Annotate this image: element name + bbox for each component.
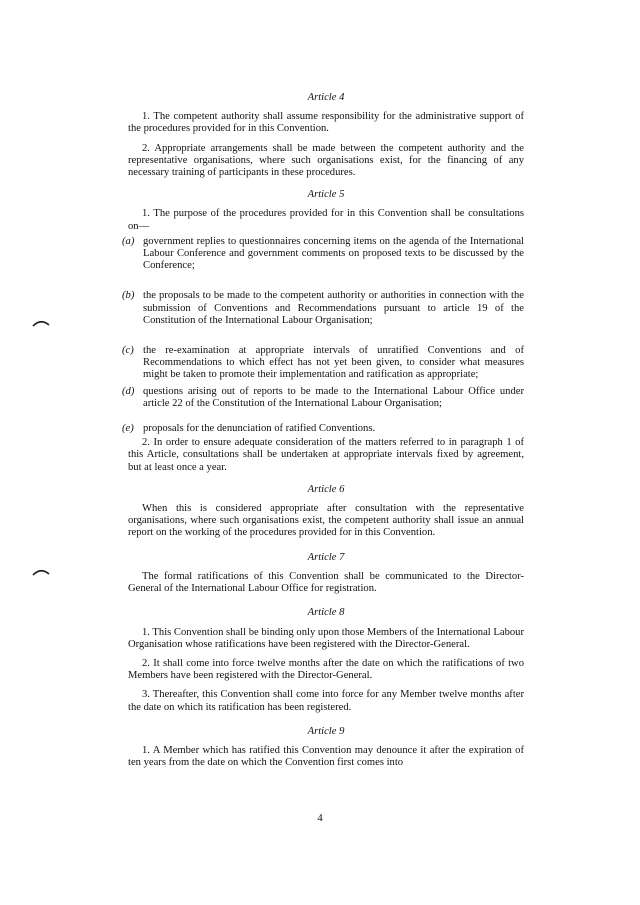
document-body (122, 92, 524, 776)
article-5-item-c (122, 345, 524, 382)
item-text: proposals for the denunciation of ratified Conventions. (143, 423, 376, 435)
article-6-paragraph-1: When this is considered appropriate after consultation with the representative organisations, where such organisations exist, the competent authority shall issue an annual report on the working of the procedures provided for in this Convention. (128, 503, 524, 539)
article-8-heading: Article 8 (307, 607, 345, 619)
article-4-heading: Article 4 (307, 92, 345, 103)
item-text: the re-examination at appropriate intervals of unratified Conventions and of Recommendations to which effect has not yet been given, to consider what measures might be taken to promote their implementation and ratification as appropriate; (143, 345, 524, 381)
item-label: (d) (122, 385, 135, 397)
article-5-heading: Article 5 (307, 189, 345, 201)
article-9-paragraph-1: 1. A Member which has ratified this Convention may denounce it after the expiration of ten years from the date on which the Convention first comes into (128, 744, 524, 769)
binding-hole-mark-upper (32, 318, 50, 327)
article-5-item-b (122, 290, 524, 327)
article-5-paragraph-1: 1. The purpose of the procedures provided for in this Convention shall be consultations on— (128, 208, 524, 232)
article-4-paragraph-1: 1. The competent authority shall assume responsibility for the administrative support of the procedures provided for in this Convention. (128, 111, 524, 135)
item-text: the proposals to be made to the competent authority or authorities in connection with the submission of Conventions and Recommendations pursuant to article 19 of the Constitution of the International Labour Organisation; (143, 290, 524, 326)
binding-hole-mark-lower (32, 567, 50, 576)
item-label: (c) (122, 345, 134, 357)
article-7-paragraph-1: The formal ratifications of this Convention shall be communicated to the Director-General of the International Labour Office for registration. (128, 570, 524, 595)
item-label: (e) (122, 423, 134, 435)
article-5-item-e (122, 423, 524, 435)
article-7-heading: Article 7 (307, 551, 345, 563)
article-8-paragraph-2: 2. It shall come into force twelve months after the date on which the ratifications of two Members have been registered with the Director-General. (128, 657, 524, 682)
page-number: 4 (317, 813, 323, 824)
article-5-paragraph-2: 2. In order to ensure adequate consideration of the matters referred to in paragraph 1 of this Article, consultations shall be undertaken at appropriate intervals fixed by agreement, but at least once a year. (128, 437, 524, 473)
item-text: government replies to questionnaires concerning items on the agenda of the International Labour Conference and government comments on proposed texts to be discussed by the Conference; (143, 235, 524, 272)
article-8-paragraph-3: 3. Thereafter, this Convention shall come into force for any Member twelve months after the date on which its ratification has been registered. (128, 689, 524, 713)
article-8-paragraph-1: 1. This Convention shall be binding only upon those Members of the International Labour Organisation whose ratifications have been registered with the Director-General. (128, 626, 524, 650)
item-text: questions arising out of reports to be made to the International Labour Office under article 22 of the Constitution of the International Labour Organisation; (143, 385, 524, 409)
item-label: (b) (122, 290, 135, 302)
article-9-heading: Article 9 (307, 725, 345, 737)
article-4-paragraph-2: 2. Appropriate arrangements shall be made between the competent authority and the representative organisations, where such organisations exist, for the financing of any necessary training of participants in these procedures. (128, 142, 524, 179)
item-label: (a) (122, 235, 135, 247)
article-5-item-d (122, 385, 524, 410)
article-6-heading: Article 6 (307, 483, 345, 495)
article-5-item-a (122, 235, 524, 273)
